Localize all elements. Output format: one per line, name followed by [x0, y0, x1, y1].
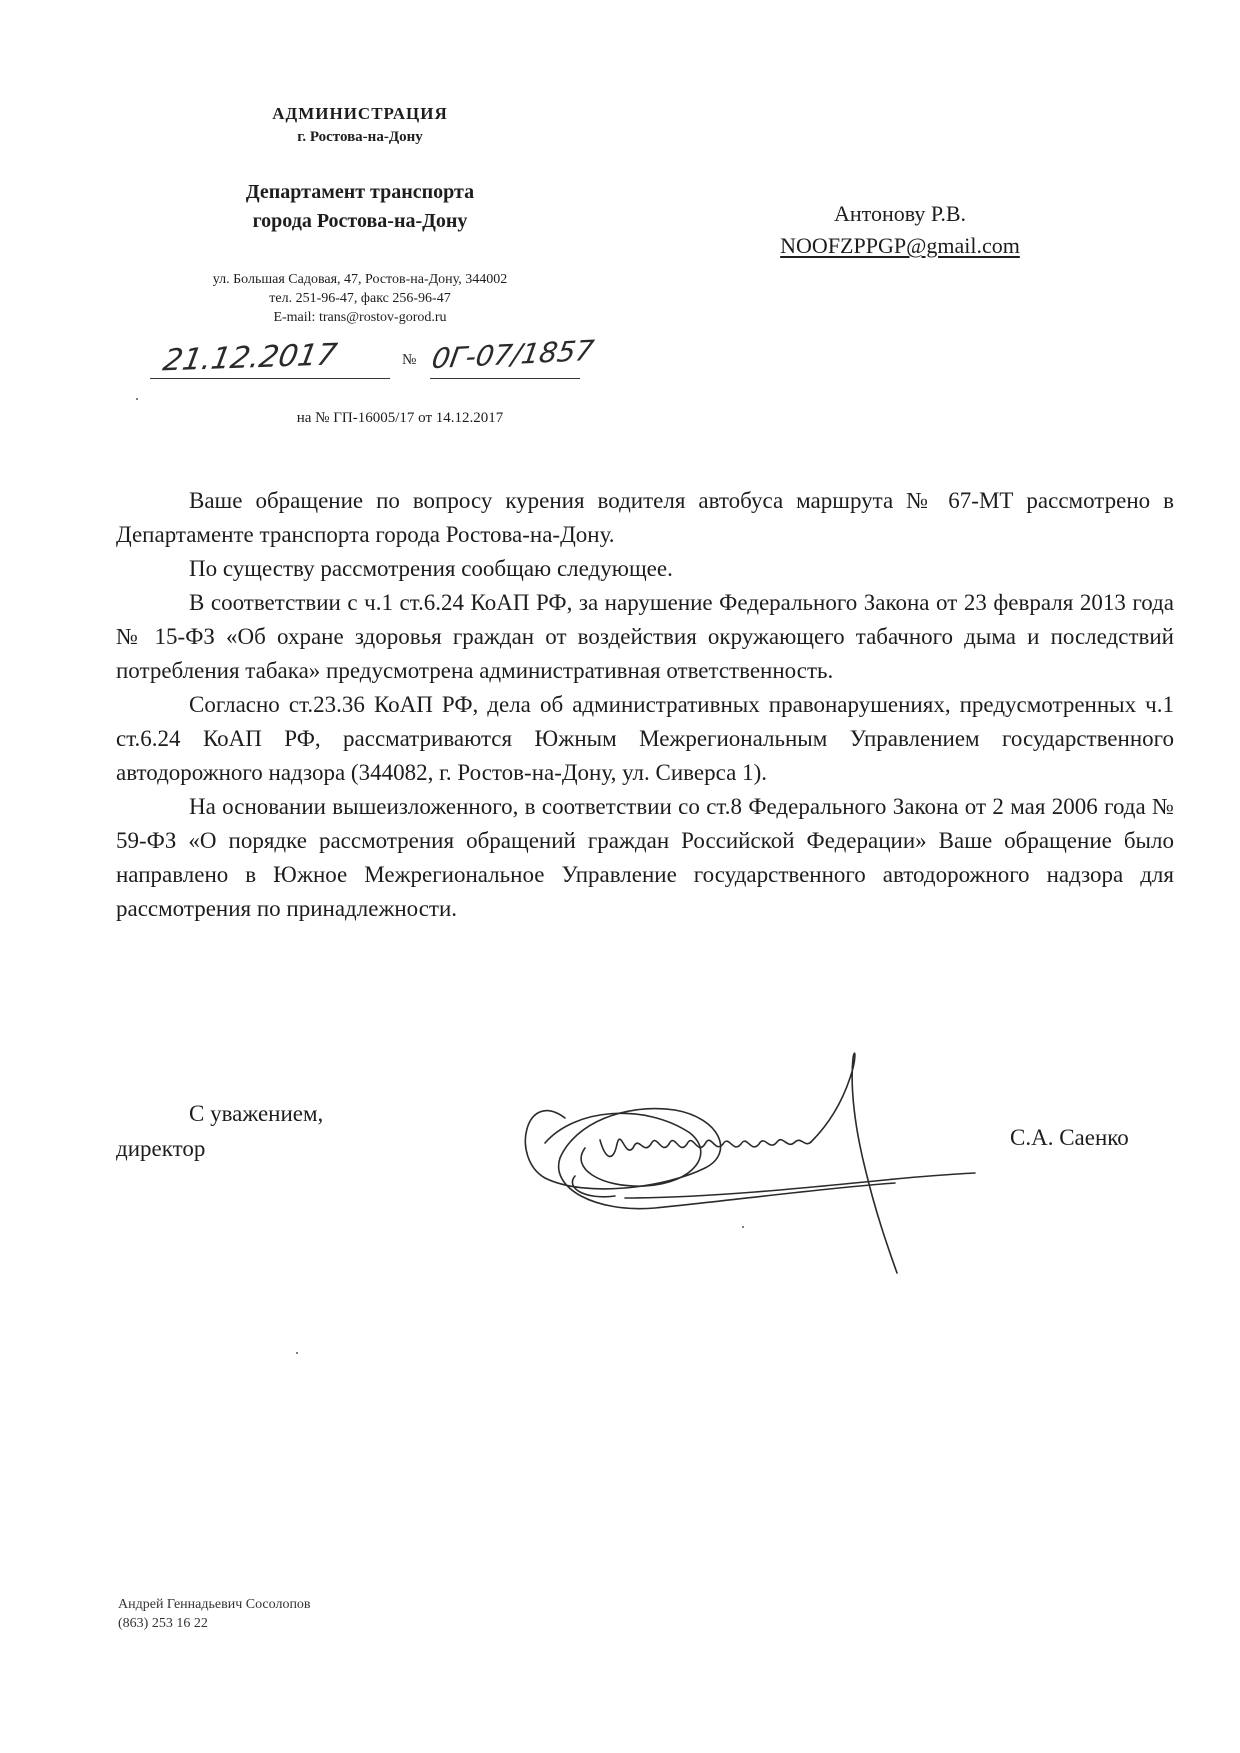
- letterhead-department: [120, 178, 600, 236]
- handwritten-outgoing-number: 0Г-07/1857: [429, 333, 597, 376]
- closing-regards: С уважением,: [189, 1101, 324, 1126]
- executor-phone: (863) 253 16 22: [118, 1616, 208, 1631]
- recipient-block: [700, 198, 1100, 262]
- handwritten-date: 21.12.2017: [160, 337, 340, 379]
- letterhead-department-line1: Департамент транспорта: [245, 181, 475, 203]
- body-paragraph: На основании вышеизложенного, в соответствии со ст.8 Федерального Закона от 2 мая 2006 года № 59-ФЗ «О порядке рассмотрения обращений граждан Российской Федерации» Ваше обращение было направлено в Южное Межрегиональное Управление государственного автодорожного надзора для рассмотрения по принадлежности.: [116, 794, 1174, 921]
- scan-speck: [296, 1352, 298, 1354]
- number-underline: [430, 378, 580, 379]
- number-sign: №: [402, 352, 417, 368]
- reply-reference: на № ГП-16005/17 от 14.12.2017: [296, 410, 504, 426]
- scan-speck: [742, 1226, 744, 1228]
- body-paragraph: В соответствии с ч.1 ст.6.24 КоАП РФ, за нарушение Федерального Закона от 23 февраля 2013 года № 15-ФЗ «Об охране здоровья граждан от воздействия окружающего табачного дыма и последствий потребления табака» предусмотрена административная ответственность.: [116, 590, 1174, 683]
- letter-body: [116, 484, 1174, 926]
- body-paragraph: Ваше обращение по вопросу курения водителя автобуса маршрута № 67-МТ рассмотрено в Департаменте транспорта города Ростова-на-Дону.: [116, 488, 1174, 547]
- letterhead-city: г. Ростова-на-Дону: [297, 129, 423, 145]
- recipient-email: NOOFZPPGP@gmail.com: [780, 233, 1020, 258]
- executor-name: Андрей Геннадьевич Сосолопов: [118, 1597, 311, 1612]
- scan-speck: [136, 398, 138, 400]
- date-underline: [150, 378, 390, 379]
- letterhead-address: ул. Большая Садовая, 47, Ростов-на-Дону, 344002: [212, 272, 508, 287]
- signer-position: директор: [116, 1136, 206, 1161]
- body-paragraph: Согласно ст.23.36 КоАП РФ, дела об административных правонарушениях, предусмотренных ч.1 ст.6.24 КоАП РФ, рассматриваются Южным Межрегиональным Управлением государственного автодорожного надзора (344082, г. Ростов-на-Дону, ул. Сиверса 1).: [116, 692, 1174, 785]
- executor-block: [118, 1595, 311, 1633]
- closing-block: [116, 1096, 456, 1166]
- letterhead-contacts: [120, 270, 600, 327]
- letterhead-phone: тел. 251-96-47, факс 256-96-47: [269, 291, 451, 306]
- letterhead-email: E-mail: trans@rostov-gorod.ru: [273, 310, 447, 325]
- letterhead-administration: АДМИНИСТРАЦИЯ: [272, 104, 448, 123]
- letterhead-department-line2: города Ростова-на-Дону: [252, 210, 468, 232]
- handwritten-signature: [505, 1048, 985, 1298]
- body-paragraph: По существу рассмотрения сообщаю следующее.: [189, 556, 673, 581]
- signer-name: С.А. Саенко: [1010, 1125, 1129, 1150]
- recipient-name: Антонову Р.В.: [833, 201, 967, 226]
- registration-line: [150, 333, 620, 386]
